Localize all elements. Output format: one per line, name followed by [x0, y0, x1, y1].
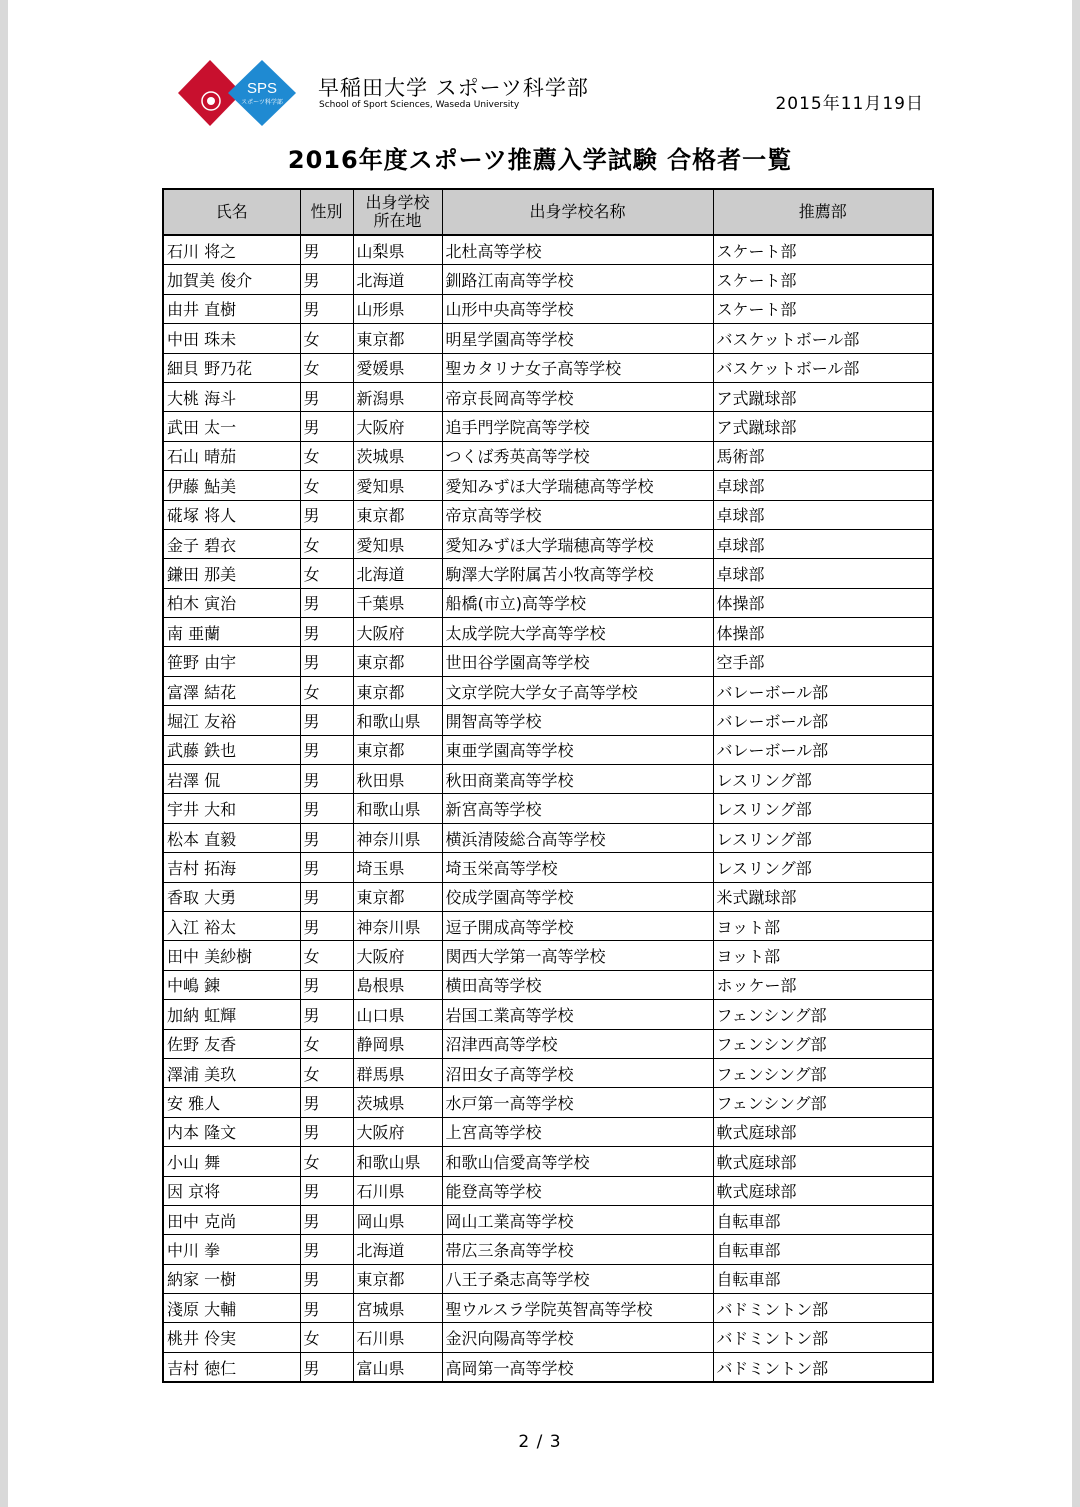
cell-location: 石川県 — [353, 1323, 442, 1352]
cell-club: スケート部 — [713, 265, 933, 294]
table-row — [163, 559, 933, 588]
cell-name: 吉村 拓海 — [163, 853, 300, 882]
cell-club: 卓球部 — [713, 471, 933, 500]
cell-location: 大阪府 — [353, 412, 442, 441]
cell-school: 和歌山信愛高等学校 — [442, 1147, 713, 1176]
page-title: 2016年度スポーツ推薦入学試験 合格者一覧 — [287, 146, 793, 174]
cell-gender: 男 — [300, 412, 353, 441]
cell-school: 聖カタリナ女子高等学校 — [442, 353, 713, 382]
cell-name: 石川 将之 — [163, 235, 300, 265]
cell-club: フェンシング部 — [713, 1058, 933, 1087]
cell-location: 大阪府 — [353, 618, 442, 647]
cell-gender: 女 — [300, 529, 353, 558]
cell-name: 硴塚 将人 — [163, 500, 300, 529]
cell-school: 追手門学院高等学校 — [442, 412, 713, 441]
cell-location: 愛媛県 — [353, 353, 442, 382]
cell-location: 埼玉県 — [353, 853, 442, 882]
table-row — [163, 500, 933, 529]
table-row — [163, 647, 933, 676]
cell-location: 大阪府 — [353, 941, 442, 970]
header-recommending-club: 推薦部 — [713, 189, 933, 235]
university-name-jp: 早稲田大学 スポーツ科学部 — [318, 76, 589, 100]
header-school-location: 出身学校 所在地 — [353, 189, 442, 235]
cell-gender: 女 — [300, 353, 353, 382]
cell-name: 佐野 友香 — [163, 1029, 300, 1058]
table-row — [163, 970, 933, 999]
cell-school: 逗子開成高等学校 — [442, 911, 713, 940]
cell-name: 堀江 友裕 — [163, 706, 300, 735]
table-row — [163, 941, 933, 970]
cell-club: 卓球部 — [713, 500, 933, 529]
cell-name: 南 亜蘭 — [163, 618, 300, 647]
table-row — [163, 1205, 933, 1234]
cell-name: 柏木 寅治 — [163, 588, 300, 617]
cell-gender: 男 — [300, 911, 353, 940]
cell-school: 新宮高等学校 — [442, 794, 713, 823]
table-row — [163, 294, 933, 323]
cell-location: 島根県 — [353, 970, 442, 999]
cell-school: 文京学院大学女子高等学校 — [442, 676, 713, 705]
table-row — [163, 1058, 933, 1087]
cell-club: 空手部 — [713, 647, 933, 676]
cell-gender: 男 — [300, 294, 353, 323]
cell-name: 中嶋 錬 — [163, 970, 300, 999]
cell-club: フェンシング部 — [713, 1088, 933, 1117]
table-row — [163, 911, 933, 940]
cell-name: 香取 大勇 — [163, 882, 300, 911]
cell-school: 沼津西高等学校 — [442, 1029, 713, 1058]
cell-name: 岩澤 侃 — [163, 765, 300, 794]
cell-name: 淺原 大輔 — [163, 1294, 300, 1323]
table-row — [163, 412, 933, 441]
table-row — [163, 353, 933, 382]
university-name-en: School of Sport Sciences, Waseda University — [319, 100, 520, 110]
cell-gender: 男 — [300, 1088, 353, 1117]
cell-location: 東京都 — [353, 1264, 442, 1293]
cell-club: バスケットボール部 — [713, 353, 933, 382]
cell-name: 武藤 鉄也 — [163, 735, 300, 764]
cell-name: 鎌田 那美 — [163, 559, 300, 588]
cell-gender: 女 — [300, 1058, 353, 1087]
table-row — [163, 1264, 933, 1293]
cell-school: 関西大学第一高等学校 — [442, 941, 713, 970]
cell-club: 自転車部 — [713, 1205, 933, 1234]
cell-name: 大桃 海斗 — [163, 382, 300, 411]
cell-location: 神奈川県 — [353, 911, 442, 940]
cell-location: 東京都 — [353, 500, 442, 529]
cell-school: 帯広三条高等学校 — [442, 1235, 713, 1264]
cell-school: 開智高等学校 — [442, 706, 713, 735]
cell-club: レスリング部 — [713, 794, 933, 823]
cell-name: 伊藤 鮎美 — [163, 471, 300, 500]
cell-gender: 男 — [300, 1235, 353, 1264]
cell-name: 富澤 結花 — [163, 676, 300, 705]
cell-gender: 男 — [300, 618, 353, 647]
cell-school: 愛知みずほ大学瑞穂高等学校 — [442, 471, 713, 500]
cell-school: 船橋(市立)高等学校 — [442, 588, 713, 617]
table-row — [163, 529, 933, 558]
cell-location: 新潟県 — [353, 382, 442, 411]
cell-gender: 女 — [300, 1323, 353, 1352]
cell-name: 納家 一樹 — [163, 1264, 300, 1293]
cell-club: ヨット部 — [713, 911, 933, 940]
cell-gender: 男 — [300, 1000, 353, 1029]
cell-school: 秋田商業高等学校 — [442, 765, 713, 794]
cell-location: 神奈川県 — [353, 823, 442, 852]
cell-location: 富山県 — [353, 1352, 442, 1382]
cell-club: レスリング部 — [713, 765, 933, 794]
sps-logo-icon — [178, 58, 298, 128]
cell-gender: 女 — [300, 471, 353, 500]
cell-name: 内本 隆文 — [163, 1117, 300, 1146]
cell-gender: 男 — [300, 588, 353, 617]
document-date: 2015年11月19日 — [775, 94, 924, 114]
cell-location: 和歌山県 — [353, 1147, 442, 1176]
cell-gender: 男 — [300, 882, 353, 911]
table-row — [163, 588, 933, 617]
cell-name: 武田 太一 — [163, 412, 300, 441]
cell-name: 加納 虹輝 — [163, 1000, 300, 1029]
cell-name: 由井 直樹 — [163, 294, 300, 323]
cell-school: 北杜高等学校 — [442, 235, 713, 265]
table-row — [163, 235, 933, 265]
table-row — [163, 1000, 933, 1029]
cell-club: バレーボール部 — [713, 706, 933, 735]
cell-gender: 男 — [300, 1264, 353, 1293]
table-row — [163, 1235, 933, 1264]
cell-gender: 男 — [300, 794, 353, 823]
admissions-table — [162, 188, 934, 1383]
cell-name: 田中 克尚 — [163, 1205, 300, 1234]
cell-name: 小山 舞 — [163, 1147, 300, 1176]
cell-location: 北海道 — [353, 559, 442, 588]
cell-club: 体操部 — [713, 588, 933, 617]
table-row — [163, 676, 933, 705]
cell-name: 田中 美紗樹 — [163, 941, 300, 970]
cell-club: 馬術部 — [713, 441, 933, 470]
cell-gender: 男 — [300, 823, 353, 852]
cell-gender: 女 — [300, 676, 353, 705]
cell-name: 宇井 大和 — [163, 794, 300, 823]
cell-school: 釧路江南高等学校 — [442, 265, 713, 294]
cell-location: 群馬県 — [353, 1058, 442, 1087]
cell-location: 北海道 — [353, 1235, 442, 1264]
cell-location: 和歌山県 — [353, 794, 442, 823]
cell-location: 東京都 — [353, 647, 442, 676]
cell-gender: 男 — [300, 647, 353, 676]
cell-location: 千葉県 — [353, 588, 442, 617]
cell-gender: 女 — [300, 1029, 353, 1058]
cell-club: レスリング部 — [713, 823, 933, 852]
cell-name: 入江 裕太 — [163, 911, 300, 940]
table-row — [163, 1352, 933, 1382]
cell-club: ア式蹴球部 — [713, 412, 933, 441]
header-name: 氏名 — [163, 189, 300, 235]
cell-club: 卓球部 — [713, 559, 933, 588]
cell-club: 軟式庭球部 — [713, 1117, 933, 1146]
cell-club: 卓球部 — [713, 529, 933, 558]
cell-school: 高岡第一高等学校 — [442, 1352, 713, 1382]
cell-school: 沼田女子高等学校 — [442, 1058, 713, 1087]
cell-location: 東京都 — [353, 324, 442, 353]
cell-school: 八王子桑志高等学校 — [442, 1264, 713, 1293]
cell-club: バレーボール部 — [713, 676, 933, 705]
table-row — [163, 1176, 933, 1205]
cell-location: 大阪府 — [353, 1117, 442, 1146]
cell-name: 因 京将 — [163, 1176, 300, 1205]
header-gender: 性別 — [300, 189, 353, 235]
cell-gender: 男 — [300, 853, 353, 882]
cell-school: 能登高等学校 — [442, 1176, 713, 1205]
document-page — [8, 0, 1072, 1507]
cell-school: 岡山工業高等学校 — [442, 1205, 713, 1234]
table-row — [163, 765, 933, 794]
table-row — [163, 794, 933, 823]
cell-gender: 男 — [300, 1176, 353, 1205]
table-row — [163, 1088, 933, 1117]
cell-school: 世田谷学園高等学校 — [442, 647, 713, 676]
cell-school: 水戸第一高等学校 — [442, 1088, 713, 1117]
cell-location: 茨城県 — [353, 441, 442, 470]
cell-name: 澤浦 美玖 — [163, 1058, 300, 1087]
cell-club: 体操部 — [713, 618, 933, 647]
cell-school: 横浜清陵総合高等学校 — [442, 823, 713, 852]
cell-gender: 男 — [300, 765, 353, 794]
cell-school: 帝京高等学校 — [442, 500, 713, 529]
cell-name: 石山 晴茄 — [163, 441, 300, 470]
table-row — [163, 382, 933, 411]
cell-location: 静岡県 — [353, 1029, 442, 1058]
table-body — [163, 235, 933, 1382]
table-row — [163, 1029, 933, 1058]
cell-gender: 男 — [300, 1294, 353, 1323]
cell-location: 北海道 — [353, 265, 442, 294]
table-row — [163, 735, 933, 764]
cell-location: 石川県 — [353, 1176, 442, 1205]
cell-school: 横田高等学校 — [442, 970, 713, 999]
table-row — [163, 1147, 933, 1176]
cell-school: 明星学園高等学校 — [442, 324, 713, 353]
table-row — [163, 324, 933, 353]
cell-club: バレーボール部 — [713, 735, 933, 764]
cell-location: 山口県 — [353, 1000, 442, 1029]
cell-name: 吉村 徳仁 — [163, 1352, 300, 1382]
cell-location: 茨城県 — [353, 1088, 442, 1117]
cell-school: 愛知みずほ大学瑞穂高等学校 — [442, 529, 713, 558]
cell-name: 中川 拳 — [163, 1235, 300, 1264]
cell-school: 埼玉栄高等学校 — [442, 853, 713, 882]
cell-school: つくば秀英高等学校 — [442, 441, 713, 470]
cell-name: 金子 碧衣 — [163, 529, 300, 558]
cell-school: 帝京長岡高等学校 — [442, 382, 713, 411]
cell-club: 自転車部 — [713, 1264, 933, 1293]
cell-club: 自転車部 — [713, 1235, 933, 1264]
table-row — [163, 618, 933, 647]
cell-gender: 男 — [300, 382, 353, 411]
cell-location: 山形県 — [353, 294, 442, 323]
cell-club: 軟式庭球部 — [713, 1176, 933, 1205]
cell-name: 中田 珠未 — [163, 324, 300, 353]
cell-name: 安 雅人 — [163, 1088, 300, 1117]
header-school-name: 出身学校名称 — [442, 189, 713, 235]
logo-sub-text: スポーツ科学部 — [241, 99, 283, 106]
cell-location: 岡山県 — [353, 1205, 442, 1234]
table-row — [163, 441, 933, 470]
cell-gender: 女 — [300, 1147, 353, 1176]
cell-school: 聖ウルスラ学院英智高等学校 — [442, 1294, 713, 1323]
table-row — [163, 706, 933, 735]
cell-name: 細貝 野乃花 — [163, 353, 300, 382]
cell-club: バドミントン部 — [713, 1323, 933, 1352]
cell-club: ホッケー部 — [713, 970, 933, 999]
logo-text: SPS — [246, 80, 278, 97]
cell-gender: 男 — [300, 706, 353, 735]
cell-gender: 女 — [300, 324, 353, 353]
table-row — [163, 1323, 933, 1352]
cell-club: フェンシング部 — [713, 1000, 933, 1029]
cell-school: 佼成学園高等学校 — [442, 882, 713, 911]
cell-name: 加賀美 俊介 — [163, 265, 300, 294]
table-row — [163, 823, 933, 852]
cell-school: 金沢向陽高等学校 — [442, 1323, 713, 1352]
cell-gender: 男 — [300, 1117, 353, 1146]
cell-name: 笹野 由宇 — [163, 647, 300, 676]
cell-location: 東京都 — [353, 882, 442, 911]
table-row — [163, 882, 933, 911]
cell-school: 上宮高等学校 — [442, 1117, 713, 1146]
cell-club: 軟式庭球部 — [713, 1147, 933, 1176]
cell-club: スケート部 — [713, 235, 933, 265]
cell-gender: 男 — [300, 265, 353, 294]
cell-gender: 男 — [300, 500, 353, 529]
cell-club: ヨット部 — [713, 941, 933, 970]
table-row — [163, 265, 933, 294]
cell-location: 宮城県 — [353, 1294, 442, 1323]
cell-school: 太成学院大学高等学校 — [442, 618, 713, 647]
cell-location: 山梨県 — [353, 235, 442, 265]
cell-school: 岩国工業高等学校 — [442, 1000, 713, 1029]
cell-location: 愛知県 — [353, 471, 442, 500]
cell-location: 和歌山県 — [353, 706, 442, 735]
cell-gender: 女 — [300, 559, 353, 588]
cell-gender: 男 — [300, 970, 353, 999]
cell-name: 松本 直毅 — [163, 823, 300, 852]
cell-gender: 男 — [300, 1205, 353, 1234]
table-row — [163, 1117, 933, 1146]
cell-gender: 男 — [300, 235, 353, 265]
cell-gender: 男 — [300, 735, 353, 764]
page-indicator: 2 / 3 — [518, 1432, 562, 1452]
table-header-row — [163, 189, 933, 235]
cell-club: バスケットボール部 — [713, 324, 933, 353]
cell-school: 山形中央高等学校 — [442, 294, 713, 323]
cell-name: 桃井 伶実 — [163, 1323, 300, 1352]
cell-location: 東京都 — [353, 676, 442, 705]
cell-location: 秋田県 — [353, 765, 442, 794]
cell-school: 東亜学園高等学校 — [442, 735, 713, 764]
table-row — [163, 471, 933, 500]
cell-gender: 女 — [300, 441, 353, 470]
cell-school: 駒澤大学附属苫小牧高等学校 — [442, 559, 713, 588]
cell-club: 米式蹴球部 — [713, 882, 933, 911]
cell-location: 東京都 — [353, 735, 442, 764]
cell-gender: 男 — [300, 1352, 353, 1382]
cell-club: バドミントン部 — [713, 1352, 933, 1382]
cell-club: フェンシング部 — [713, 1029, 933, 1058]
cell-location: 愛知県 — [353, 529, 442, 558]
table-row — [163, 853, 933, 882]
cell-club: レスリング部 — [713, 853, 933, 882]
cell-club: スケート部 — [713, 294, 933, 323]
cell-club: バドミントン部 — [713, 1294, 933, 1323]
cell-club: ア式蹴球部 — [713, 382, 933, 411]
table-row — [163, 1294, 933, 1323]
cell-gender: 女 — [300, 941, 353, 970]
